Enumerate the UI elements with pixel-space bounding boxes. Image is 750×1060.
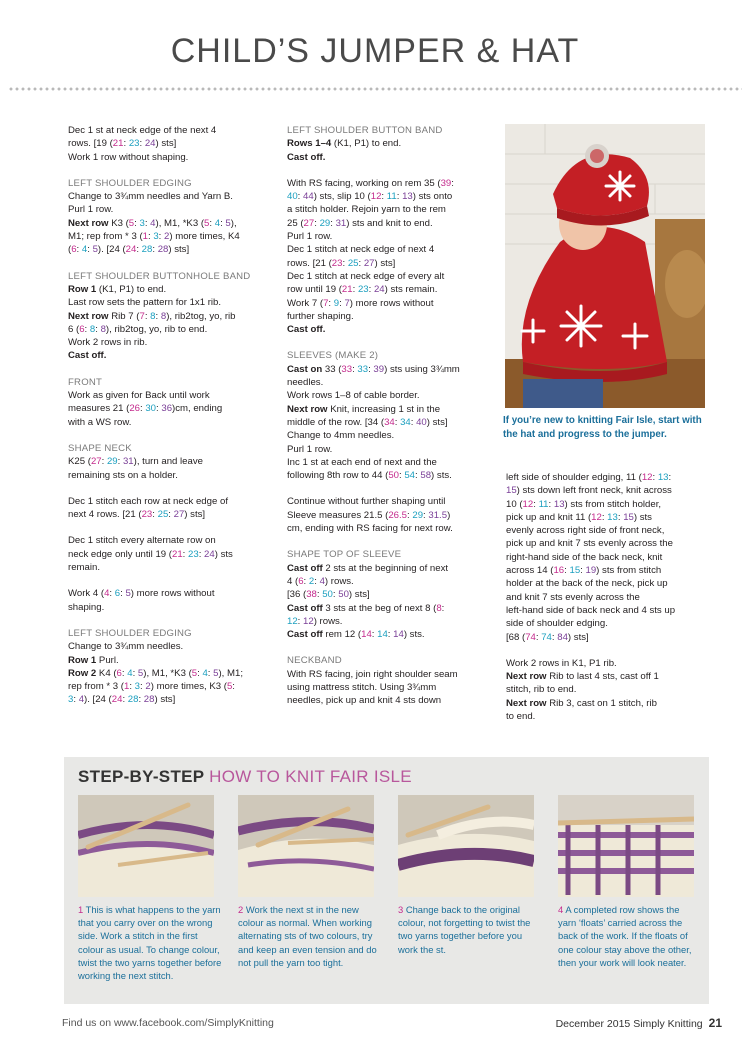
step-1-text: 1 This is what happens to the yarn that you carry over on the wrong side. Work a stitch in the first colour as usual. To change colour, twist the two yarns together before working the next stitch. <box>78 904 222 982</box>
photo-caption: If you’re new to knitting Fair Isle, start with the hat and progress to the jumper. <box>503 415 702 440</box>
box-title-sub: HOW TO KNIT FAIR ISLE <box>209 767 412 786</box>
pattern-column-2: LEFT SHOULDER BUTTON BAND Rows 1–4 (K1, P1) to end. Cast off. With RS facing, working on rem 35 (39: 40: 44) sts, slip 10 (12: 11: 13) sts onto a stitch holder. Rejoin yarn to the rem 25 (27: 29: 31) sts and knit to end. Purl 1 row. Dec 1 stitch at neck edge of next 4 rows. [21 (23: 25: 27) sts] Dec 1 stitch at neck edge of every alt row until 19 (21: 23: 24) sts remain. Work 7 (7: 9: 7) more rows without further shaping. Cast off. SLEEVES (MAKE 2) Cast on 33 (33: 33: 39) sts using 3¾mm needles. Work rows 1–8 of cable border. Next row Knit, increasing 1 st in the middle of the row. [34 (34: 34: 40) sts] Change to 4mm needles. Purl 1 row. Inc 1 st at each end of next and the following 8th row to 44 (50: 54: 58) sts. Continue without further shaping until Sleeve measures 21.5 (26.5: 29: 31.5) cm, ending with RS facing for next row. SHAPE TOP OF SLEEVE Cast off 2 sts at the beginning of next 4 (6: 2: 4) rows. [36 (38: 50: 50) sts] Cast off 3 sts at the beg of next 8 (8: 12: 12) rows. Cast off rem 12 (14: 14: 14) sts. NECKBAND With RS facing, join right shoulder seam using mattress stitch. Using 3¾mm needles, pick up and knit 4 sts down <box>287 125 460 707</box>
box-title <box>78 767 412 787</box>
page-title: CHILD’S JUMPER & HAT <box>170 32 580 70</box>
step-2-text: 2 Work the next st in the new colour as normal. When working alternating sts of two colours, try and keep an even tension and do not pull the yarn too tight. <box>238 904 377 968</box>
step-3-text: 3 Change back to the original colour, not forgetting to twist the two yarns together before you work the st. <box>398 904 531 955</box>
step-by-step-box <box>64 757 709 1004</box>
box-title-main: STEP-BY-STEP <box>78 767 205 786</box>
step-3-photo <box>398 795 534 897</box>
page-number: 21 <box>708 1016 722 1030</box>
footer-issue: December 2015 Simply Knitting 21 <box>555 1016 722 1030</box>
dotted-divider <box>8 87 742 91</box>
pattern-column-3: left side of shoulder edging, 11 (12: 13: 15) sts down left front neck, knit across 10 (12: 11: 13) sts from stitch holder, pick up and knit 11 (12: 13: 15) sts evenly across right side of front neck, pick up and knit 7 sts evenly across the right-hand side of the back neck, knit across 14 (16: 15: 19) sts from stitch holder at the back of the neck, pick up and knit 7 sts evenly across the left-hand side of back neck and 4 sts up side of shoulder edging. [68 (74: 74: 84) sts] Work 2 rows in K1, P1 rib. Next row Rib to last 4 sts, cast off 1 stitch, rib to end. Next row Rib 3, cast on 1 stitch, rib to end. <box>506 472 676 723</box>
step-2-photo <box>238 795 374 897</box>
step-4-text: 4 A completed row shows the yarn ‘floats’ carried across the back of the work. If the floats of one colour stay above the other, then your work will look neater. <box>558 904 692 968</box>
step-1-photo <box>78 795 214 897</box>
footer-facebook-link[interactable]: Find us on www.facebook.com/SimplyKnitting <box>62 1017 274 1029</box>
pattern-column-1: Dec 1 st at neck edge of the next 4 rows. [19 (21: 23: 24) sts] Work 1 row without shaping. LEFT SHOULDER EDGING Change to 3¾mm needles and Yarn B. Purl 1 row. Next row K3 (5: 3: 4), M1, *K3 (5: 4: 5), M1; rep from * 3 (1: 3: 2) more times, K4 (6: 4: 5). [24 (24: 28: 28) sts] LEFT SHOULDER BUTTONHOLE BAND Row 1 (K1, P1) to end. Last row sets the pattern for 1x1 rib. Next row Rib 7 (7: 8: 8), rib2tog, yo, rib 6 (6: 8: 8), rib2tog, yo, rib to end. Work 2 rows in rib. Cast off. FRONT Work as given for Back until work measures 21 (26: 30: 36)cm, ending with a WS row. SHAPE NECK K25 (27: 29: 31), turn and leave remaining sts on a holder. Dec 1 stitch each row at neck edge of next 4 rows. [21 (23: 25: 27) sts] Dec 1 stitch every alternate row on neck edge only until 19 (21: 23: 24) sts remain. Work 4 (4: 6: 5) more rows without shaping. LEFT SHOULDER EDGING Change to 3¾mm needles. Row 1 Purl. Row 2 K4 (6: 4: 5), M1, *K3 (5: 4: 5), M1; rep from * 3 (1: 3: 2) more times, K3 (5: 3: 4). [24 (24: 28: 28) sts] <box>68 125 251 706</box>
step-4-photo <box>558 795 694 897</box>
child-photo <box>505 124 705 408</box>
